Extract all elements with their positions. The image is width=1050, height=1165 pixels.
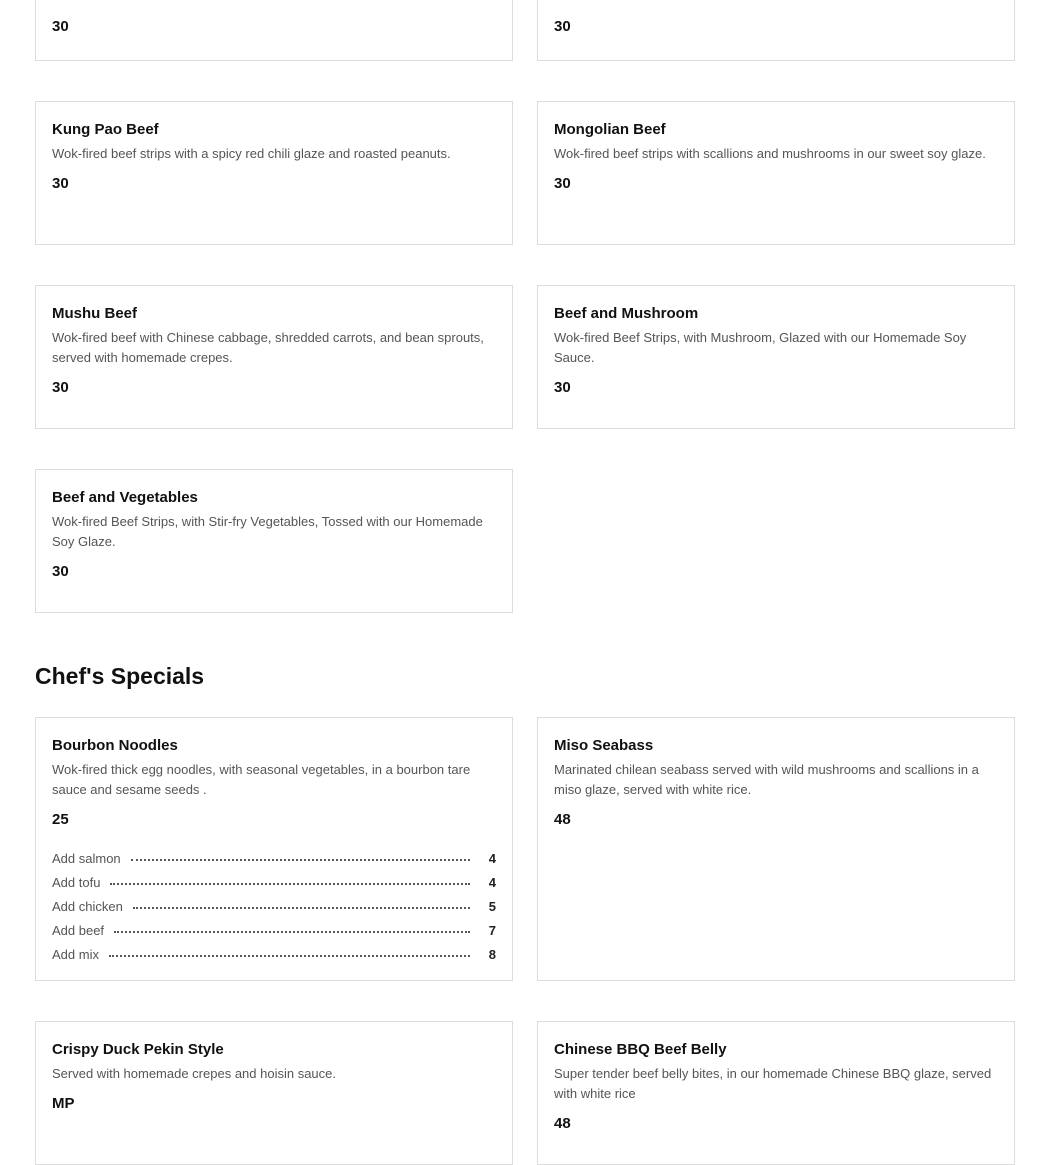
item-price: 30 [554,379,571,396]
addon-price: 4 [488,850,496,866]
item-price: 30 [52,379,69,396]
addon-label: Add mix [52,946,99,962]
menu-item-card [537,1021,1015,1165]
menu-item-card [35,1021,513,1165]
item-price: 30 [52,563,69,580]
menu-item-card [537,285,1015,429]
item-description: Wok-fired thick egg noodles, with seasonal vegetables, in a bourbon tare sauce and sesame seeds . [52,762,471,797]
item-name: Bourbon Noodles [52,737,178,754]
item-name: Miso Seabass [554,737,654,754]
item-price: 30 [554,175,571,192]
menu-item-card [537,101,1015,245]
item-description: Super tender beef belly bites, in our homemade Chinese BBQ glaze, served with white rice [554,1066,992,1101]
menu-item-card [537,717,1015,981]
addon-price: 8 [488,946,496,962]
item-description: Wok-fired Beef Strips, with Stir-fry Vegetables, Tossed with our Homemade Soy Glaze. [52,514,483,549]
dotted-leader [131,859,470,861]
menu-item-card [35,101,513,245]
item-description: Wok-fired beef with Chinese cabbage, shredded carrots, and bean sprouts, served with homemade crepes. [52,330,484,365]
item-name: Kung Pao Beef [52,121,159,138]
menu-item-card [537,0,1015,61]
addon-label: Add beef [52,922,105,938]
item-price: 48 [554,1115,571,1132]
addon-price: 4 [488,874,496,890]
addon-list [52,846,496,966]
item-description: Wok-fired beef strips with scallions and mushrooms in our sweet soy glaze. [554,146,986,161]
dotted-leader [114,931,470,933]
menu-item-card [35,285,513,429]
addon-row [52,846,496,870]
dotted-leader [109,955,470,957]
dotted-leader [110,883,470,885]
addon-row [52,870,496,894]
item-name: Crispy Duck Pekin Style [52,1041,224,1058]
item-name: Chinese BBQ Beef Belly [554,1041,727,1058]
item-description: Wok-fired Beef Strips, with Mushroom, Glazed with our Homemade Soy Sauce. [554,330,967,365]
item-price: 30 [52,175,69,192]
section-title: Chef's Specials [35,663,205,689]
item-description: Marinated chilean seabass served with wild mushrooms and scallions in a miso glaze, served with white rice. [554,762,979,797]
item-name: Mongolian Beef [554,121,666,138]
item-description: Served with homemade crepes and hoisin sauce. [52,1066,336,1081]
menu-item-card [35,717,513,981]
item-price: MP [52,1095,75,1112]
item-price: 25 [52,811,69,828]
addon-row [52,918,496,942]
addon-price: 5 [488,898,496,914]
item-name: Beef and Mushroom [554,305,699,322]
addon-row [52,942,496,966]
addon-label: Add chicken [52,898,123,914]
menu-item-card [35,469,513,613]
item-name: Mushu Beef [52,305,138,322]
item-name: Beef and Vegetables [52,489,198,506]
addon-label: Add salmon [52,850,121,866]
addon-label: Add tofu [52,874,101,890]
dotted-leader [133,907,470,909]
addon-row [52,894,496,918]
addon-price: 7 [488,922,496,938]
item-price: 30 [554,18,571,35]
item-price: 48 [554,811,571,828]
menu-item-card [35,0,513,61]
item-description: Wok-fired beef strips with a spicy red chili glaze and roasted peanuts. [52,146,451,161]
item-price: 30 [52,18,69,35]
